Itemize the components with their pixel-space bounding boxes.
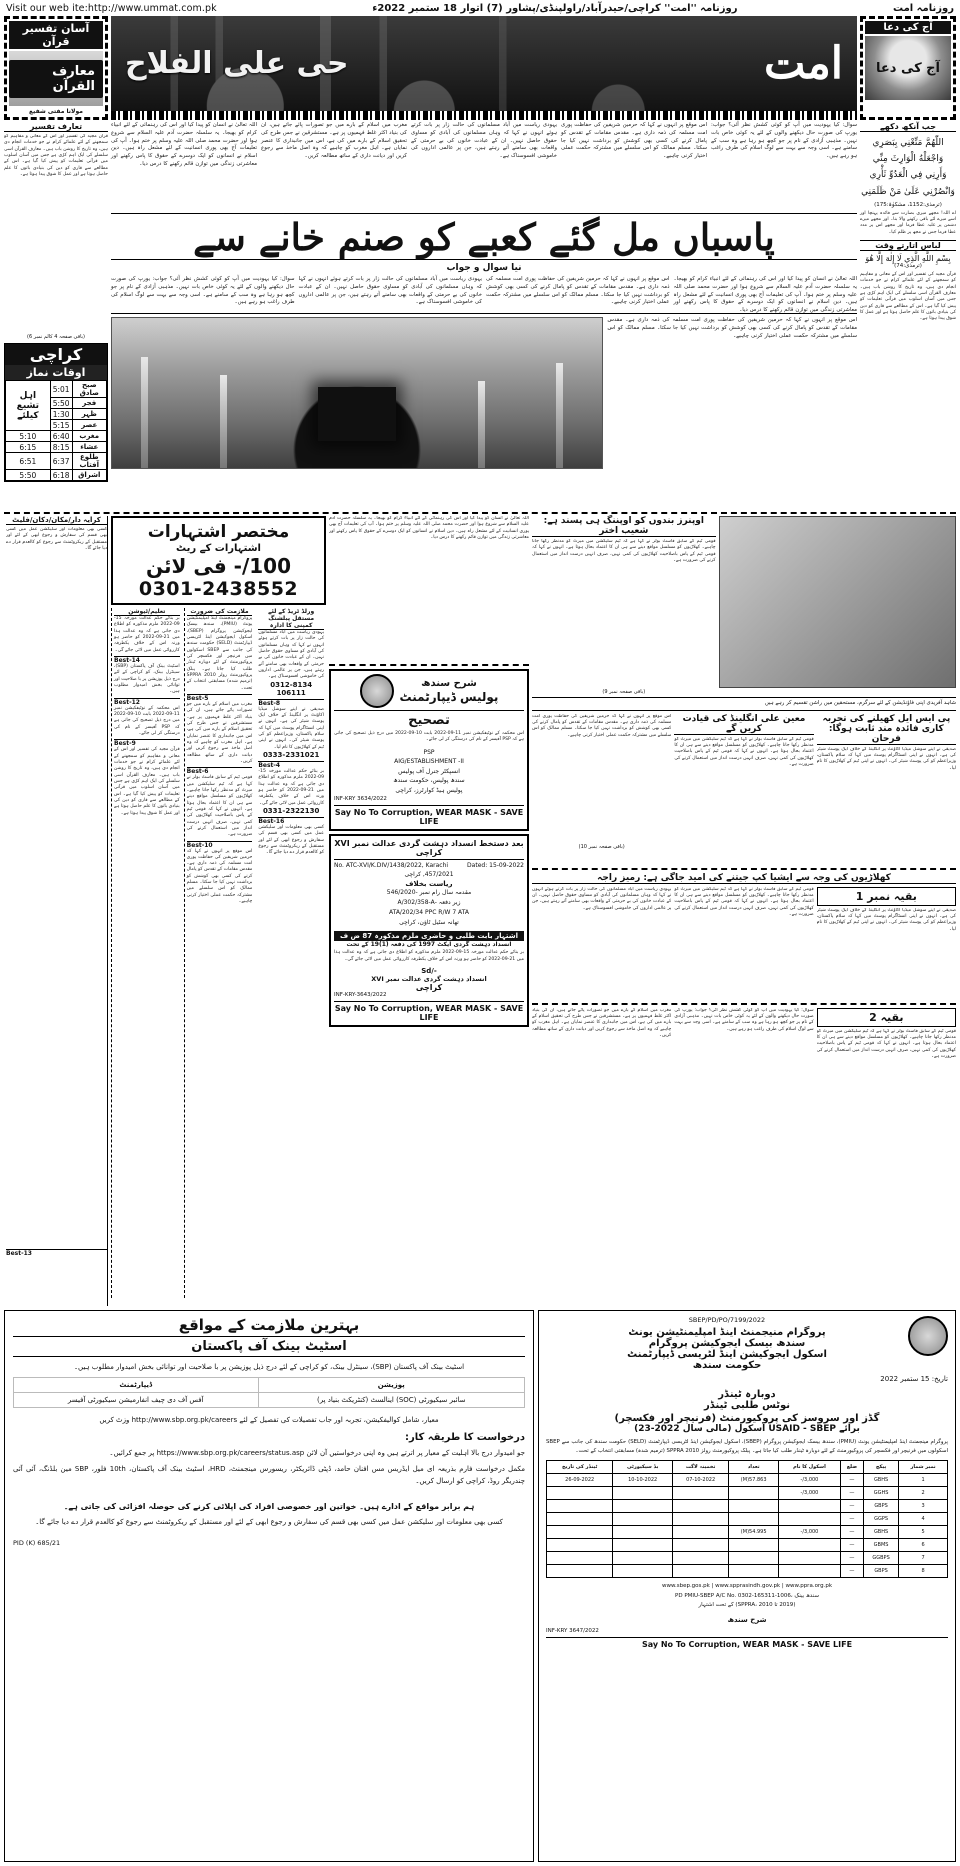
lead-col-5: سوال: کیا یہودیت میں آپ کو کوئی کشش نظر آئی؟ جواب: یورپ کی صورت حال دیکھنے والوں کے لئے یہ کوئی خاص بات نہیں۔ مذہبی آزادی کے نام پر جو کچھ ہو رہا ہے وہ سب کے سامنے ہے۔ اسی وجہ سے بہت سے لوگ اسلام کی طرف راغب ہو رہے ہیں۔ <box>711 122 857 160</box>
tender-cell: GGBPS <box>863 1552 898 1565</box>
classified-col-2-body-4: اس موقع پر انہوں نے کہا کہ حرمین شریفین کی حفاظت پوری امت مسلمہ کی ذمہ داری ہے۔ مقدس مقامات کے تقدس کو پامال کرنے کی کسی بھی کوشش کو برداشت نہیں کیا جا سکتا۔ مسلم ممالک کو اس سلسلے میں مشترکہ حکمت عملی اختیار کرنی چاہیے۔ <box>186 848 253 905</box>
govt-col-filler: اللہ تعالیٰ نے انسان کو پیدا کیا اور اس کی رہنمائی کے لئے انبیاء کرام کو بھیجا۔ یہ سلسلہ حضرت آدم علیہ السلام سے شروع ہوا اور حضرت محمد صلی اللہ علیہ وسلم پر ختم ہوا۔ آپ کی تعلیمات آج بھی پوری انسانیت کے لئے مشعل راہ ہیں۔ دین اسلام نے انسانوں کو ایک دوسرے کے حقوق کا پاس رکھنے اور معاشرتی زندگی میں توازن قائم رکھنے کا درس دیا۔ <box>329 516 529 666</box>
shia-label: اہل تشیع کیلئے <box>6 381 51 431</box>
website-url[interactable]: Visit our web ite:http://www.ummat.com.pk <box>6 2 217 14</box>
tender-cell: — <box>840 1565 863 1578</box>
tender-contact-2: (2019 تا SPPRA، 2010) کے تحت اشتہار <box>698 1601 796 1608</box>
tender-cell <box>613 1513 673 1526</box>
tender-ref-no: SBEP/PD/PO/7199/2022 <box>688 1316 766 1324</box>
classified-contact-2[interactable]: 0333-2331021 <box>262 750 320 759</box>
tender-cell <box>613 1500 673 1513</box>
classified-subhead: ملازمت کی ضرورت <box>187 608 253 616</box>
tender-inf-number: INF-KRY 3647/2022 <box>546 1628 599 1635</box>
table-header-row <box>14 1378 525 1393</box>
tender-cell: 7 <box>899 1552 948 1565</box>
prayer-subtitle-text: اوقات نماز <box>26 366 86 379</box>
sbp-th-department: ڈیپارٹمنٹ <box>14 1378 259 1393</box>
sbp-positions-table <box>13 1377 525 1408</box>
tender-cell <box>547 1500 613 1513</box>
tender-date: تاریخ: 15 ستمبر 2022 <box>880 1375 948 1383</box>
table-row <box>6 453 107 470</box>
best-label: Best-9 <box>114 739 180 747</box>
tender-cell: 07-10-2022 <box>672 1474 728 1487</box>
tafseer-author: مولانا مفتی شفیع <box>29 108 83 115</box>
tender-signature: شرح سندھ <box>727 1616 767 1625</box>
dua-reference: (ترمذی:1152، مشکوٰۃ:175) <box>874 201 942 208</box>
classified-phone[interactable] <box>116 578 321 600</box>
prayer-time: 8:15 <box>50 442 72 453</box>
prayer-time: 6:40 <box>50 431 72 442</box>
police-sig-2: انسپکٹر جنرل آف پولیس <box>398 767 460 775</box>
tender-retender: دوبارہ ٹینڈر <box>718 1389 776 1400</box>
tender-body: پروگرام مینجمنٹ اینڈ امپلیمنٹیشن یونٹ (PMIU)، سندھ بیسک ایجوکیشن پروگرام (SBEP)، اسکول ایجوکیشن اینڈ لٹریسی ڈیپارٹمنٹ (SELD) حکومت سندھ کی جانب سے SBEP اسکولوں میں فرنیچر اور فکسچر کی پروکیورمنٹ کے لئے دوبارہ ٹینڈر طلب کیا جاتا ہے۔ پبلک پروکیورمنٹ رولز SPPRA 2010 (ترمیم شدہ) مسابقتی انتخاب کے تحت۔ <box>546 1439 948 1454</box>
police-sig-1: AIG/ESTABLISHMENT -II <box>394 758 464 766</box>
dua-caption: آج کی دعا <box>865 21 951 34</box>
table-row <box>14 1393 525 1408</box>
tender-table <box>546 1460 948 1578</box>
tender-subject: گڈز اور سروسز کی پروکیورمنٹ (فرنیچر اور فکسچر) <box>614 1413 880 1424</box>
tender-cell <box>672 1565 728 1578</box>
tender-th-3: اسکول کا نام <box>779 1461 841 1474</box>
tender-cell: GBPS <box>863 1500 898 1513</box>
brand-mini-logo: روزنامہ امت <box>893 2 954 14</box>
tender-cell <box>547 1526 613 1539</box>
best-label: Best-13 <box>6 1249 107 1257</box>
tender-slogan: Say No To Corruption, WEAR MASK - SAVE LIFE <box>546 1637 948 1649</box>
best-label: Best-6 <box>187 767 253 775</box>
tender-cell: GBHS <box>863 1526 898 1539</box>
best-label: Best-14 <box>114 656 180 664</box>
tender-cell <box>672 1500 728 1513</box>
tender-cell <box>672 1539 728 1552</box>
court-ad-title: بعد دستخط انسداد دہشت گردی عدالت نمبر XVI کراچی <box>334 839 524 860</box>
tender-cell <box>547 1487 613 1500</box>
continuation-body-1: صدیقی نے اپنے سوشل میڈیا اکاؤنٹ پر انگلینڈ کے خلاف ایک پوسٹ شیئر کی ہے۔ انہوں نے اپنی انسٹاگرام پوسٹ میں کہا کہ سلام پاکستان، وزیراعظم کو کی پوسٹ شیئر کی۔ انہوں نے اپنی ٹیم کے کھلاڑیوں کا نام لیا۔ <box>816 907 956 932</box>
classified-subhead: تعلیم/ٹیوشن <box>114 608 180 616</box>
table-row <box>6 470 107 481</box>
maaref-quran-logo <box>9 51 103 106</box>
table-row <box>547 1565 948 1578</box>
dua-arabic-2: وَاجْعَلْهُ الْوَارِثَ مِنِّي <box>872 154 944 165</box>
prayer-name: اشراق <box>72 470 106 481</box>
prayer-time: 5:15 <box>50 420 72 431</box>
best-label: Best-8 <box>258 699 324 707</box>
tender-cell <box>613 1487 673 1500</box>
tender-cell <box>672 1552 728 1565</box>
table-row <box>547 1513 948 1526</box>
tender-cell: 3 <box>899 1500 948 1513</box>
dua-arabic-3: وَأَرِنِي فِي الْعَدُوِّ ثَأْرِي <box>869 170 947 181</box>
tender-cell <box>613 1526 673 1539</box>
tafseer-heading: تعارف تفسیر <box>4 122 108 132</box>
table-row <box>6 431 107 442</box>
dua-translation: اے اللہ! مجھے میری بصارت سے فائدہ پہنچا اور اسے میرے لئے باقی رکھنے والا بنا۔ اور مجھے میرے دشمن پر غلبہ عطا فرما اور مجھے اس پر مدد عطا فرما جس نے مجھ پر ظلم کیا۔ <box>860 210 956 235</box>
prayer-name: صبح صادق <box>72 381 106 398</box>
shia-time: 5:50 <box>6 470 51 481</box>
classified-col-3-body-2: صدیقی نے اپنے سوشل میڈیا اکاؤنٹ پر انگلینڈ کے خلاف ایک پوسٹ شیئر کی ہے۔ انہوں نے اپنی انسٹاگرام پوسٹ میں کہا کہ سلام پاکستان، وزیراعظم کو کی پوسٹ شیئر کی۔ انہوں نے اپنی ٹیم کے کھلاڑیوں کا نام لیا۔ <box>258 706 325 750</box>
right-column-dua <box>860 122 956 510</box>
tender-cell: 8 <box>899 1565 948 1578</box>
police-sig-3: سندھ پولیس، حکومت سندھ <box>393 777 465 785</box>
tender-cell: — <box>840 1526 863 1539</box>
classified-strip-body: کسی بھی معلومات اور سلیکشن عمل میں کسی بھی قسم کی سفارش و رجوع ابھی کے لئے اور مستقبل کے ریکروٹمنٹ سے رجوع کو کالعدم قرار دے دیا جائے گا۔ <box>6 527 107 551</box>
best-label: Best-10 <box>187 841 253 849</box>
court-signature: انسداد دہشت گردی عدالت نمبر XVI <box>371 975 487 984</box>
tender-th-6: بڈ سیکیورٹی <box>613 1461 673 1474</box>
sindh-govt-seal-icon <box>908 1316 948 1356</box>
sbp-method-2: مکمل درخواست فارم بذریعہ ای میل ایڈریس مس افنان حامد، ڈپٹی ڈائریکٹر، ریسورس مینجمنٹ، HRD، اسٹیٹ بینک آف پاکستان، 10th فلور، SBP مین بلڈنگ، آئی آئی چندریگر روڈ، کراچی کو ارسال کریں۔ <box>13 1464 525 1486</box>
sports-headline-4: معین علی انگلینڈ کی قیادت کریں گے <box>674 714 813 735</box>
tender-cell: — <box>840 1552 863 1565</box>
shia-time: 5:10 <box>6 431 51 442</box>
sbp-detail-line[interactable]: معیار، شامل کوالیفکیشن، تجربہ اور جاب تفصیلات کی تفصیل کے لئے http://www.sbp.org.pk/careers وزٹ کریں <box>99 1416 439 1424</box>
police-ad-header: شرح سندھ <box>421 677 477 689</box>
table-row <box>6 442 107 453</box>
ornament-divider <box>111 111 857 120</box>
court-fir-3: تھانہ سٹیل ٹاؤن، کراچی <box>399 919 459 927</box>
tender-cell <box>547 1565 613 1578</box>
tender-cell <box>729 1539 779 1552</box>
sbp-pid: PID (K) 685/21 <box>13 1538 61 1547</box>
tender-cell: 5 <box>899 1526 948 1539</box>
sports-cont-2: (باقی صفحہ نمبر 9) <box>602 689 646 695</box>
tafseer-logo-box <box>4 16 108 120</box>
tender-cell: GGHS <box>863 1487 898 1500</box>
dua-logo-label: آج کی دعا <box>875 60 941 76</box>
police-ad-body: اس محکمہ کے نوٹیفکیشن نمبر 11-09-2022 بابت 10-09-2022 میں درج ذیل تصحیح کی جاتی ہے کہ PSP آفیسر کے نام کی درستگی کر لی جائے۔ <box>334 731 524 743</box>
masthead <box>0 16 960 120</box>
tender-line3: اسکول ایجوکیشن اینڈ لٹریسی ڈیپارٹمنٹ <box>627 1349 827 1360</box>
tender-cell <box>613 1565 673 1578</box>
court-state-vs: ریاست بخلاف <box>405 879 453 888</box>
dua-second-ref: (ترمذی:74) <box>894 263 922 270</box>
tender-th-0: نمبر شمار <box>899 1461 948 1474</box>
police-ad <box>329 669 529 831</box>
tender-cell: 54.995(M) <box>729 1526 779 1539</box>
continuation-body-2: قومی ٹیم کے سابق فاسٹ بولر نے کہا ہے کہ ٹیم سلیکشن میں میرٹ کو مدنظر رکھا جانا چاہیے۔ کھلاڑیوں کو مسلسل مواقع دینے سے ہی ان کا اعتماد بحال ہوتا ہے۔ انہوں نے کہا کہ قومی ٹیم کے پاس باصلاحیت کھلاڑیوں کی کمی نہیں، صرف انہیں درست انداز میں استعمال کرنے کی ضرورت ہے۔ <box>816 1028 956 1059</box>
table-row <box>547 1526 948 1539</box>
tender-contact-1: PD PMIU-SBEP A/C No. 0302-165311-1006، سندھ بینک <box>675 1592 819 1599</box>
tender-cell: — <box>840 1487 863 1500</box>
tender-cell <box>672 1487 728 1500</box>
tender-cell: 57.863(M) <box>729 1474 779 1487</box>
court-ad <box>329 834 529 1027</box>
classified-header-box <box>111 516 326 605</box>
tender-cell: — <box>840 1539 863 1552</box>
sbp-ad <box>4 1310 534 1862</box>
tender-cell <box>672 1526 728 1539</box>
tender-th-2: ضلع <box>840 1461 863 1474</box>
sbp-intro: اسٹیٹ بینک آف پاکستان (SBP)، سینٹرل بینک، کو کراچی کے لئے درج ذیل پوزیشن پر با صلاحیت اور توانائی بخش امیدوار مطلوب ہیں۔ <box>73 1363 465 1371</box>
masthead-banner <box>111 16 857 111</box>
sub-col-4: اللہ تعالیٰ نے انسان کو پیدا کیا اور اس کی رہنمائی کے لئے انبیاء کرام کو بھیجا۔ یہ سلسلہ حضرت آدم علیہ السلام سے شروع ہوا اور حضرت محمد صلی اللہ علیہ وسلم پر ختم ہوا۔ آپ کی تعلیمات آج بھی پوری انسانیت کے لئے مشعل راہ ہیں۔ دین اسلام نے انسانوں کو ایک دوسرے کے حقوق کا پاس رکھنے اور معاشرتی زندگی میں توازن قائم رکھنے کا درس دیا۔ <box>673 275 857 314</box>
court-fir-1: زیر دفعہ -A/302/358-A <box>397 898 461 906</box>
sports-headline-1: اوپنرز بندوں کو اوپننگ ہی پسند ہے: شعیب اختر <box>532 516 716 537</box>
table-row <box>547 1552 948 1565</box>
dateline: روزنامہ ''امت'' کراچی/حیدرآباد/راولپنڈی/پشاور (7) اتوار 18 ستمبر 2022ء <box>372 2 738 14</box>
table-header-row <box>547 1461 948 1474</box>
police-ad-department: پولیس ڈیپارٹمنٹ <box>399 689 499 704</box>
tender-cell <box>547 1539 613 1552</box>
prayer-subtitle <box>5 365 107 380</box>
tender-cell <box>779 1500 841 1513</box>
police-inf-number: INF-KRY 3634/2022 <box>334 795 387 802</box>
sports-body-4: قومی ٹیم کے سابق فاسٹ بولر نے کہا ہے کہ ٹیم سلیکشن میں میرٹ کو مدنظر رکھا جانا چاہیے۔ کھلاڑیوں کو مسلسل مواقع دینے سے ہی ان کا اعتماد بحال ہوتا ہے۔ انہوں نے کہا کہ قومی ٹیم کے پاس باصلاحیت کھلاڑیوں کی کمی نہیں، صرف انہیں درست انداز میں استعمال کرنے کی ضرورت ہے۔ <box>674 736 814 767</box>
tender-th-1: پیکج <box>863 1461 898 1474</box>
court-ad-body: بر بنائے حکم عدالت مورخہ 15-09-2022 ملزم مذکورہ کو اطلاع دی جاتی ہے کہ وہ عدالت ہذا میں 21-09-2022 کو حاضر ہو ورنہ اس کے خلاف یکطرفہ کارروائی عمل میں لائی جائے گی۔ <box>334 950 524 962</box>
classified-col-3-body-4: کسی بھی معلومات اور سلیکشن عمل میں کسی بھی قسم کی سفارش و رجوع ابھی کے لئے اور مستقبل کے ریکروٹمنٹ سے رجوع کو کالعدم قرار دے دیا جائے گا۔ <box>258 824 325 856</box>
table-row <box>547 1500 948 1513</box>
table-row <box>547 1487 948 1500</box>
sbp-method-1[interactable]: جو امیدوار درج بالا اہلیت کے معیار پر اترتے ہیں وہ اپنی درخواستیں آن لائن https://www.sbp.org.pk/careers/status.asp پر جمع کرائیں۔ <box>109 1449 525 1457</box>
tender-cell: GGPS <box>863 1513 898 1526</box>
tender-cell <box>729 1487 779 1500</box>
police-ad-title: تصحیح <box>408 713 450 728</box>
tender-cell: GBMS <box>863 1539 898 1552</box>
tender-contact-0[interactable]: www.sbep.gos.pk | www.spprasindh.gov.pk | www.ppra.org.pk <box>661 1583 833 1590</box>
classified-col-1-body: بر بنائے حکم عدالت مورخہ 15-09-2022 ملزم مذکورہ کو اطلاع دی جاتی ہے کہ وہ عدالت ہذا میں 21-09-2022 کو حاضر ہو ورنہ اس کے خلاف یکطرفہ کارروائی عمل میں لائی جائے گی۔ <box>114 616 180 653</box>
dua-second-heading: لباس اتارتے وقت <box>860 240 956 251</box>
tender-cell: — <box>840 1500 863 1513</box>
tender-th-7: ٹینڈر کی تاریخ <box>547 1461 613 1474</box>
tender-th-4: تعداد <box>729 1461 779 1474</box>
praying-hands-icon <box>865 36 951 100</box>
best-label: Best-4 <box>258 761 324 769</box>
classified-col-3 <box>256 608 326 1298</box>
masthead-slogan: حی علی الفلاح <box>125 46 349 81</box>
sub-col-3: اس موقع پر انہوں نے کہا کہ حرمین شریفین کی حفاظت پوری امت مسلمہ کی ذمہ داری ہے۔ مقدس مقامات کے تقدس کو پامال کرنے کی کسی بھی کوشش کو برداشت نہیں کیا جا سکتا۔ مسلم ممالک کو اس سلسلے میں مشترکہ حکمت عملی اختیار کرنی چاہیے۔ <box>486 275 670 306</box>
police-sig-0: PSP <box>423 748 435 756</box>
sbp-th-position: پوزیشن <box>258 1378 524 1393</box>
court-inf-number: INF-KRY-3643/2022 <box>334 992 387 999</box>
sub-col-2: یہودی ریاست میں آباد مسلمانوں کی حالت زار پر بات کرتے ہوئے انہوں نے کہا کہ وہاں مسلمانوں کی آبادی کو مساوی حقوق حاصل نہیں۔ ان کے عبادت خانوں کی بے حرمتی کے واقعات بھی سامنے آتے رہتے ہیں، جن پر عالمی اداروں کی خاموشی افسوسناک ہے۔ <box>298 275 482 306</box>
prayer-name: فجر <box>72 398 106 409</box>
tender-line1: پروگرام منیجمنٹ اینڈ امپلیمنٹیشن یونٹ <box>628 1327 826 1338</box>
tender-cell <box>729 1565 779 1578</box>
court-sd: Sd/- <box>421 967 437 976</box>
shia-time: 6:15 <box>6 442 51 453</box>
tender-cell <box>779 1565 841 1578</box>
maaref-label: معارف القرآن <box>9 60 103 98</box>
court-fir-0: مقدمہ سال رام نمبر -546/2020 <box>386 888 472 896</box>
classified-col-3-body-3: بر بنائے حکم عدالت مورخہ 15-09-2022 ملزم مذکورہ کو اطلاع دی جاتی ہے کہ وہ عدالت ہذا میں 21-09-2022 کو حاضر ہو ورنہ اس کے خلاف یکطرفہ کارروائی عمل میں لائی جائے گی۔ <box>258 768 325 806</box>
tender-cell <box>729 1500 779 1513</box>
left-column <box>4 122 108 510</box>
table-row <box>6 381 107 398</box>
court-fir-2: ATA/202/34 PPC R/W 7 ATA <box>388 909 469 916</box>
govt-seal-icon <box>360 674 394 708</box>
tender-cell: — <box>840 1513 863 1526</box>
sports-headline-2: پی ایس ایل کھیلنے کی تجربہ کاری فائدہ مند ثابت ہوگا: فرحان <box>817 714 956 745</box>
tender-cell <box>547 1513 613 1526</box>
tender-cell: 3,000/- <box>779 1526 841 1539</box>
classified-section <box>111 516 326 1306</box>
sbp-td-department: آفس آف دی چیف انفارمیشن سیکیورٹی آفیسر <box>14 1393 259 1408</box>
best-label: Best-12 <box>114 698 180 706</box>
tender-cell <box>729 1513 779 1526</box>
dua-logo-box <box>860 16 956 120</box>
section-divider <box>4 512 956 514</box>
classified-columns <box>111 608 326 1298</box>
sports-col-d: سوال: کیا یہودیت میں آپ کو کوئی کشش نظر آئی؟ جواب: یورپ کی صورت حال دیکھنے والوں کے لئے یہ کوئی خاص بات نہیں۔ مذہبی آزادی کے نام پر جو کچھ ہو رہا ہے وہ سب کے سامنے ہے۔ اسی وجہ سے بہت سے لوگ اسلام کی طرف راغب ہو رہے ہیں۔ <box>674 1007 814 1032</box>
classified-subhead: ورلڈ ٹریڈ کے لئے مستقل پبلشنگ کمپنی کا ادارہ <box>258 608 324 630</box>
top-bar <box>0 0 960 16</box>
court-notice-title: اشتہار بابت طلبی و حاضری ملزم مذکورہ 87 ض ف <box>334 931 524 941</box>
tender-cell: GBPS <box>863 1565 898 1578</box>
sbp-heading: بہترین ملازمت کے مواقع <box>178 1316 360 1334</box>
continuation-box-1: بقیہ نمبر 1 <box>817 887 956 906</box>
sports-body-2: اس موقع پر انہوں نے کہا کہ حرمین شریفین کی حفاظت پوری امت مسلمہ کی ذمہ داری ہے۔ مقدس مقامات کے تقدس کو پامال کرنے کی کسی بھی کوشش کو برداشت نہیں کیا جا سکتا۔ مسلم ممالک کو اس سلسلے میں مشترکہ حکمت عملی اختیار کرنی چاہیے۔ <box>532 713 672 738</box>
tender-cell: 3,000/- <box>779 1487 841 1500</box>
tender-for-line: برائے USAID - SBEP اسکول (مالی سال 2022-23) <box>634 1424 860 1434</box>
classified-contact-3[interactable]: 0331-2322130 <box>262 806 320 815</box>
tender-cell: GBHS <box>863 1474 898 1487</box>
dua-extra-text: قرآن مجید کی تفسیر اور اس کے معانی و مفاہیم کو سمجھنے کے لئے علمائے کرام نے جو خدمات انجام دی ہیں، وہ تاریخ کا روشن باب ہیں۔ معارف القرآن اسی سلسلے کی ایک اہم کڑی ہے جس میں آسان اسلوب میں قرآنی تعلیمات کو پیش کیا گیا ہے۔ اس کے مطالعے سے قاری کو دین کی بنیادی باتوں کا علم حاصل ہوتا ہے اور عمل کا شوق پیدا ہوتا ہے۔ <box>860 272 956 322</box>
classified-col-2-body-2: مغرب میں اسلام کے بارے میں جو تصورات پائے جاتے ہیں، ان کی بنیاد اکثر غلط فہمیوں پر ہے۔ مستشرقین نے جس طرح کی تحقیق اسلام کے بارے میں کی ہے، اس میں جانبداری کا عنصر نمایاں ہے۔ اہل مغرب کو چاہیے کہ وہ اصل ماخذ سے رجوع کریں اور دیانت داری کے ساتھ مطالعہ کریں۔ <box>186 701 253 764</box>
tafseer-title: آسان تفسیر قرآن <box>9 21 103 49</box>
prayer-name: عشاء <box>72 442 106 453</box>
middle-region <box>0 516 960 1306</box>
sub-col-1: سوال: کیا یہودیت میں آپ کو کوئی کشش نظر آئی؟ جواب: یورپ کی صورت حال دیکھنے والوں کے لئے یہ کوئی خاص بات نہیں۔ مذہبی آزادی کے نام پر جو کچھ ہو رہا ہے وہ سب کے سامنے ہے۔ اسی وجہ سے بہت سے لوگ اسلام کی طرف راغب ہو رہے ہیں۔ <box>111 275 295 306</box>
sbp-method-label: درخواست کا طریقہ کار: <box>404 1432 525 1443</box>
prayer-time: 5:01 <box>50 381 72 398</box>
classified-rate-line: اشتہارات کے ریٹ <box>176 543 261 554</box>
sindh-tender-ad <box>538 1310 956 1862</box>
classified-col-2 <box>184 608 255 1298</box>
shia-time: 6:51 <box>6 453 51 470</box>
sports-section <box>532 516 956 1306</box>
tender-cell: 10-10-2022 <box>613 1474 673 1487</box>
lead-col-6: اس موقع پر انہوں نے کہا کہ حرمین شریفین کی حفاظت پوری امت مسلمہ کی ذمہ داری ہے۔ مقدس مقامات کے تقدس کو پامال کرنے کی کسی بھی کوشش کو برداشت نہیں کیا جا سکتا۔ مسلم ممالک کو اس سلسلے میں مشترکہ حکمت عملی اختیار کرنی چاہیے۔ <box>607 316 857 339</box>
prayer-city: کراچی <box>5 344 107 365</box>
dua-arabic-1: اللّٰهُمَّ مَتِّعْنِي بِبَصَرِي <box>872 138 944 148</box>
tender-cell <box>779 1539 841 1552</box>
tender-cell: 1 <box>899 1474 948 1487</box>
sports-photo <box>719 516 956 688</box>
classified-col-1-body-2: اسٹیٹ بینک آف پاکستان (SBP)، سینٹرل بینک، کو کراچی کے لئے درج ذیل پوزیشن پر با صلاحیت اور توانائی بخش امیدوار مطلوب ہیں۔ <box>114 663 180 695</box>
tender-cell: 6 <box>899 1539 948 1552</box>
classified-contact-1[interactable]: 0312-8134 106111 <box>270 680 313 697</box>
page-headline: پاسباں مل گئے کعبے کو صنم خانے سے <box>111 213 857 260</box>
sports-body-3: صدیقی نے اپنے سوشل میڈیا اکاؤنٹ پر انگلینڈ کے خلاف ایک پوسٹ شیئر کی ہے۔ انہوں نے اپنی انسٹاگرام پوسٹ میں کہا کہ سلام پاکستان، وزیراعظم کو کی پوسٹ شیئر کی۔ انہوں نے اپنی ٹیم کے کھلاڑیوں کا نام لیا۔ <box>816 746 956 771</box>
tender-line2: سندھ بیسک ایجوکیشن پروگرام <box>648 1338 806 1349</box>
prayer-name: ظہر <box>72 409 106 420</box>
lead-col-3: یہودی ریاست میں آباد مسلمانوں کی حالت زار پر بات کرتے ہوئے انہوں نے کہا کہ وہاں مسلمانوں کی آبادی کو مساوی حقوق حاصل نہیں۔ ان کے عبادت خانوں کی بے حرمتی کے واقعات بھی سامنے آتے رہتے ہیں، جن پر عالمی اداروں کی خاموشی افسوسناک ہے۔ <box>411 122 557 160</box>
classified-strip-heading: کرایہ دار/مکان/دکان/فلیٹ <box>6 516 107 525</box>
dua-heading: جب آنکھ دکھے <box>860 122 956 132</box>
sbp-equal-opportunity: ہم برابر مواقع کے ادارے ہیں۔ خواتین اور خصوصی افراد کی اپلائی کرنے کی حوصلہ افزائی کی جاتی ہے۔ <box>63 1501 475 1511</box>
center-column <box>111 122 857 510</box>
kaaba-photo <box>111 317 603 469</box>
best-label: Best-5 <box>187 694 253 702</box>
police-ad-slogan: Say No To Corruption, WEAR MASK - SAVE LIFE <box>334 805 524 826</box>
tafseer-continued: (باقی صفحہ 4 کالم نمبر 6) <box>27 334 85 340</box>
tafseer-body: قرآن مجید کی تفسیر اور اس کے معانی و مفاہیم کو سمجھنے کے لئے علمائے کرام نے جو خدمات انجام دی ہیں، وہ تاریخ کا روشن باب ہیں۔ معارف القرآن اسی سلسلے کی ایک اہم کڑی ہے جس میں آسان اسلوب میں قرآنی تعلیمات کو پیش کیا گیا ہے۔ اس کے مطالعے سے قاری کو دین کی بنیادی باتوں کا علم حاصل ہوتا ہے اور عمل کا شوق پیدا ہوتا ہے۔ <box>4 134 108 177</box>
prayer-time: 1:30 <box>50 409 72 420</box>
dua-second-arabic: بِسْمِ اللَّهِ الَّذِي لَا إِلٰهَ إِلَّا هُوَ <box>865 254 951 264</box>
tender-cell <box>672 1513 728 1526</box>
prayer-time: 6:37 <box>50 453 72 470</box>
police-sig-4: پولیس ہیڈ کوارٹرز، کراچی <box>395 787 463 795</box>
court-case-no: No. ATC-XVI/K.DIV/1438/2022, Karachi <box>334 861 449 869</box>
court-ad-slogan: Say No To Corruption, WEAR MASK - SAVE LIFE <box>334 1001 524 1022</box>
lead-col-4: اس موقع پر انہوں نے کہا کہ حرمین شریفین کی حفاظت پوری امت مسلمہ کی ذمہ داری ہے۔ مقدس مقامات کے تقدس کو پامال کرنے کی کسی بھی کوشش کو برداشت نہیں کیا جا سکتا۔ مسلم ممالک کو اس سلسلے میں مشترکہ حکمت عملی اختیار کرنی چاہیے۔ <box>561 122 707 160</box>
prayer-name: عصر <box>72 420 106 431</box>
government-ads-column <box>329 516 529 1306</box>
prayer-time: 5:50 <box>50 398 72 409</box>
classified-heading: مختصر اشتہارات <box>147 522 290 542</box>
tender-cell <box>779 1513 841 1526</box>
tender-th-5: تخمینہ لاگت <box>672 1461 728 1474</box>
prayer-name: مغرب <box>72 431 106 442</box>
classified-phone-number: 0301-2438552 <box>138 578 299 600</box>
sports-col-c: مغرب میں اسلام کے بارے میں جو تصورات پائے جاتے ہیں، ان کی بنیاد اکثر غلط فہمیوں پر ہے۔ مستشرقین نے جس طرح کی تحقیق اسلام کے بارے میں کی ہے، اس میں جانبداری کا عنصر نمایاں ہے۔ اہل مغرب کو چاہیے کہ وہ اصل ماخذ سے رجوع کریں اور دیانت داری کے ساتھ مطالعہ کریں۔ <box>532 1007 672 1038</box>
court-city: کراچی <box>415 983 443 993</box>
tender-cell <box>613 1552 673 1565</box>
classified-col-1-body-4: قرآن مجید کی تفسیر اور اس کے معانی و مفاہیم کو سمجھنے کے لئے علمائے کرام نے جو خدمات انجام دی ہیں، وہ تاریخ کا روشن باب ہیں۔ معارف القرآن اسی سلسلے کی ایک اہم کڑی ہے جس میں آسان اسلوب میں قرآنی تعلیمات کو پیش کیا گیا ہے۔ اس کے مطالعے سے قاری کو دین کی بنیادی باتوں کا علم حاصل ہوتا ہے اور عمل کا شوق پیدا ہوتا ہے۔ <box>114 747 180 816</box>
continuation-box-2: بقیہ 2 <box>817 1008 956 1027</box>
classified-col-1-body-3: اس محکمہ کے نوٹیفکیشن نمبر 11-09-2022 بابت 10-09-2022 میں درج ذیل تصحیح کی جاتی ہے کہ PSP آفیسر کے نام کی درستگی کر لی جائے۔ <box>114 705 180 736</box>
tender-cell: 26-09-2022 <box>547 1474 613 1487</box>
prayer-times-widget <box>4 343 108 482</box>
tender-cell: 2 <box>899 1487 948 1500</box>
classified-strip-left <box>4 516 108 1306</box>
best-label: Best-16 <box>258 817 324 825</box>
sbp-td-position: سائبر سیکیورٹی (SOC) اینالسٹ (کنٹریکٹ بنیاد پر) <box>258 1393 524 1408</box>
sbp-note: کسی بھی معلومات اور سلیکشن عمل میں کسی بھی قسم کی سفارش و رجوع ابھی کے لئے اور مستقبل کے ریکروٹمنٹ سے رجوع کو کالعدم قرار دے دیا جائے گا۔ <box>35 1517 503 1526</box>
sports-headline-3: کھلاڑیوں کی وجہ سے ایشیا کپ جیتنے کی امید جاگی ہے: رمیز راجہ <box>532 873 956 884</box>
main-content <box>0 120 960 510</box>
classified-col-1 <box>111 608 182 1298</box>
sports-col-b: قومی ٹیم کے سابق فاسٹ بولر نے کہا ہے کہ ٹیم سلیکشن میں میرٹ کو مدنظر رکھا جانا چاہیے۔ کھلاڑیوں کو مسلسل مواقع دینے سے ہی ان کا اعتماد بحال ہوتا ہے۔ انہوں نے کہا کہ قومی ٹیم کے پاس باصلاحیت کھلاڑیوں کی کمی نہیں، صرف انہیں درست انداز میں استعمال کرنے کی ضرورت ہے۔ <box>674 886 814 917</box>
sbp-subheading: اسٹیٹ بینک آف پاکستان <box>191 1339 347 1354</box>
prayer-name: طلوع آفتاب <box>72 453 106 470</box>
ummat-logo: امت <box>764 38 843 89</box>
court-case-ref: 457/2021, کراچی <box>404 870 454 878</box>
dua-arabic-4: وَانْصُرْنِي عَلَىٰ مَنْ ظَلَمَنِي <box>861 186 955 197</box>
court-notice-subtitle: انسداد دہشت گردی ایکٹ 1997 کی دفعہ (1)19 کے تحت <box>346 941 512 949</box>
tender-cell: 3,000/- <box>779 1474 841 1487</box>
tender-notice: نوٹس طلبی ٹینڈر <box>703 1400 791 1411</box>
tender-cell <box>729 1552 779 1565</box>
tender-cell <box>547 1552 613 1565</box>
tender-cell <box>779 1552 841 1565</box>
classified-col-2-body-3: قومی ٹیم کے سابق فاسٹ بولر نے کہا ہے کہ ٹیم سلیکشن میں میرٹ کو مدنظر رکھا جانا چاہیے۔ کھلاڑیوں کو مسلسل مواقع دینے سے ہی ان کا اعتماد بحال ہوتا ہے۔ انہوں نے کہا کہ قومی ٹیم کے پاس باصلاحیت کھلاڑیوں کی کمی نہیں، صرف انہیں درست انداز میں استعمال کرنے کی ضرورت ہے۔ <box>186 775 253 838</box>
lead-col-1: اللہ تعالیٰ نے انسان کو پیدا کیا اور اس کی رہنمائی کے لئے انبیاء کرام کو بھیجا۔ یہ سلسلہ حضرت آدم علیہ السلام سے شروع ہوا اور حضرت محمد صلی اللہ علیہ وسلم پر ختم ہوا۔ آپ کی تعلیمات آج بھی پوری انسانیت کے لئے مشعل راہ ہیں۔ دین اسلام نے انسانوں کو ایک دوسرے کے حقوق کا پاس رکھنے اور معاشرتی زندگی میں توازن قائم رکھنے کا درس دیا۔ <box>111 122 257 168</box>
tender-cell <box>613 1539 673 1552</box>
classified-col-3-body: یہودی ریاست میں آباد مسلمانوں کی حالت زار پر بات کرتے ہوئے انہوں نے کہا کہ وہاں مسلمانوں کی آبادی کو مساوی حقوق حاصل نہیں۔ ان کے عبادت خانوں کی بے حرمتی کے واقعات بھی سامنے آتے رہتے ہیں، جن پر عالمی اداروں کی خاموشی افسوسناک ہے۔ <box>258 630 325 680</box>
sports-cont-1: (باقی صفحہ نمبر 10) <box>578 843 625 850</box>
classified-rate: 100/- فی لائن <box>145 554 291 578</box>
bottom-region <box>0 1306 960 1866</box>
table-row <box>547 1539 948 1552</box>
court-dated: Dated: 15-09-2022 <box>467 861 524 869</box>
sports-col-a: یہودی ریاست میں آباد مسلمانوں کی حالت زار پر بات کرتے ہوئے انہوں نے کہا کہ وہاں مسلمانوں کی آبادی کو مساوی حقوق حاصل نہیں۔ ان کے عبادت خانوں کی بے حرمتی کے واقعات بھی سامنے آتے رہتے ہیں، جن پر عالمی اداروں کی خاموشی افسوسناک ہے۔ <box>532 886 672 911</box>
prayer-times-table <box>5 380 107 481</box>
classified-col-2-body: پروگرام مینجمنٹ اینڈ امپلیمنٹیشن یونٹ (PMIU)، سندھ بیسک ایجوکیشن پروگرام (SBEP)، اسکول ایجوکیشن اینڈ لٹریسی ڈیپارٹمنٹ (SELD) حکومت سندھ کی جانب سے SBEP اسکولوں میں فرنیچر اور فکسچر کی پروکیورمنٹ کے لئے دوبارہ ٹینڈر طلب کیا جاتا ہے۔ پبلک پروکیورمنٹ رولز SPPRA 2010 (ترمیم شدہ) مسابقتی انتخاب کے تحت۔ <box>186 616 253 691</box>
tender-line4: حکومت سندھ <box>692 1360 762 1371</box>
headline-byline: نیا سوال و جواب <box>446 262 522 273</box>
tender-cell: — <box>840 1474 863 1487</box>
prayer-time: 6:18 <box>50 470 72 481</box>
sports-photo-caption: شاہد آفریدی اپنی فاؤنڈیشن کے لئے سرگرم، مستحقین میں راشن تقسیم کر رہے ہیں <box>532 697 956 711</box>
tender-cell: 4 <box>899 1513 948 1526</box>
table-row <box>547 1474 948 1487</box>
lead-col-2: مغرب میں اسلام کے بارے میں جو تصورات پائے جاتے ہیں، ان کی بنیاد اکثر غلط فہمیوں پر ہے۔ مستشرقین نے جس طرح کی تحقیق اسلام کے بارے میں کی ہے، اس میں جانبداری کا عنصر نمایاں ہے۔ اہل مغرب کو چاہیے کہ وہ اصل ماخذ سے رجوع کریں اور دیانت داری کے ساتھ مطالعہ کریں۔ <box>261 122 407 160</box>
sports-body-1: قومی ٹیم کے سابق فاسٹ بولر نے کہا ہے کہ ٹیم سلیکشن میں میرٹ کو مدنظر رکھا جانا چاہیے۔ کھلاڑیوں کو مسلسل مواقع دینے سے ہی ان کا اعتماد بحال ہوتا ہے۔ انہوں نے کہا کہ قومی ٹیم کے پاس باصلاحیت کھلاڑیوں کی کمی نہیں، صرف انہیں درست انداز میں استعمال کرنے کی ضرورت ہے۔ <box>532 539 716 563</box>
